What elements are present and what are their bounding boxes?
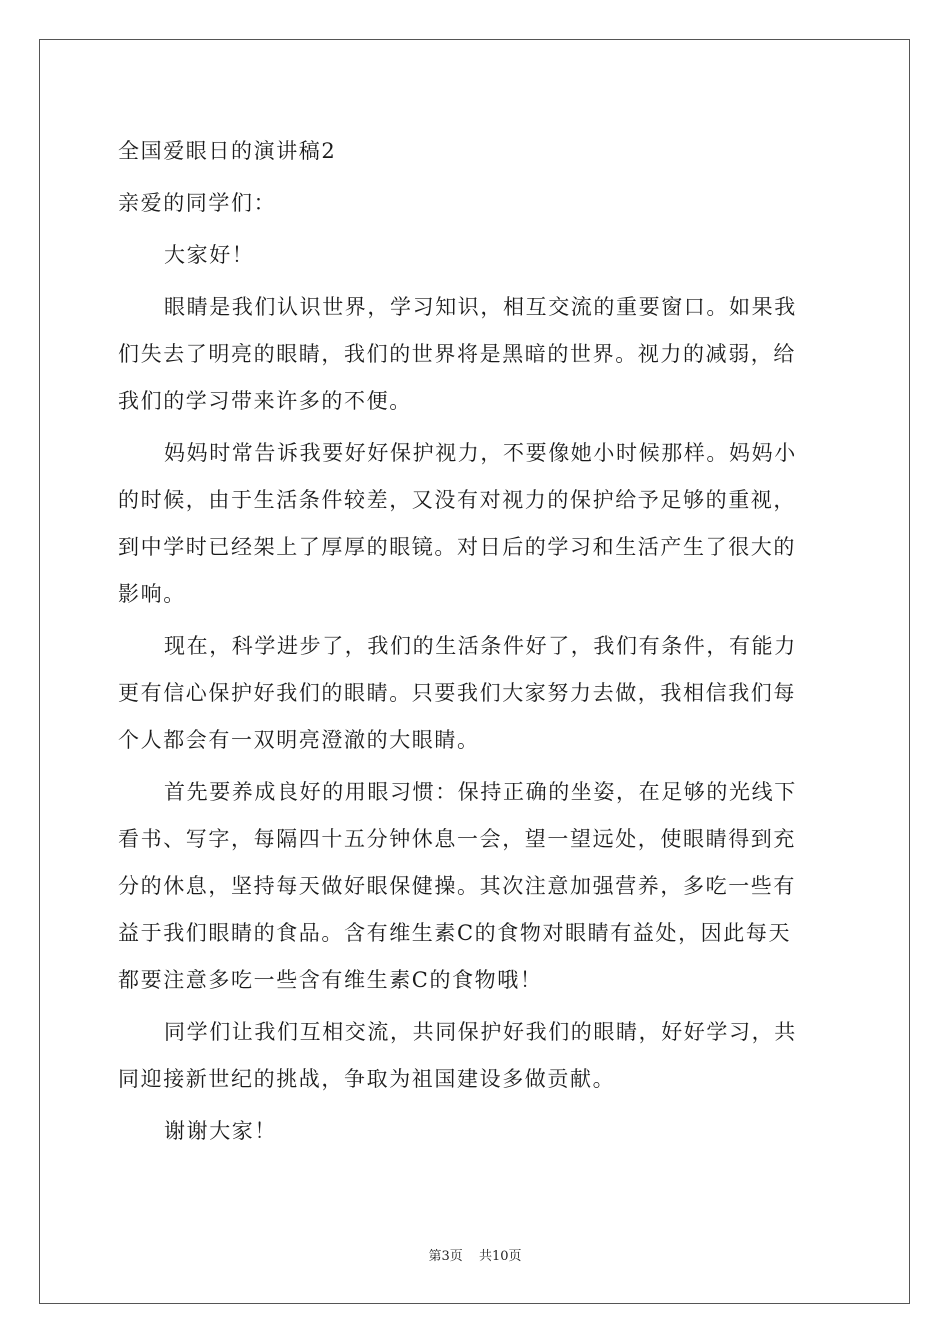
paragraph-line: 到中学时已经架上了厚厚的眼镜。对日后的学习和生活产生了很大的 (118, 535, 796, 559)
paragraph-mother-story (118, 430, 838, 618)
paragraph-call-to-action (118, 1009, 838, 1103)
paragraph-line: 同迎接新世纪的挑战，争取为祖国建设多做贡献。 (118, 1067, 616, 1091)
page-total: 共10页 (478, 1249, 522, 1264)
paragraph-line: 我们的学习带来许多的不便。 (118, 389, 412, 413)
paragraph-eye-habits (118, 769, 838, 1004)
paragraph-line: 们失去了明亮的眼睛，我们的世界将是黑暗的世界。视力的减弱，给 (118, 342, 796, 366)
paragraph-line: 谢谢大家！ (164, 1119, 277, 1143)
paragraph-closing (118, 1108, 838, 1155)
paragraph-line: 眼睛是我们认识世界，学习知识，相互交流的重要窗口。如果我 (164, 295, 797, 319)
page-footer (0, 1245, 950, 1264)
paragraph-line: 妈妈时常告诉我要好好保护视力，不要像她小时候那样。妈妈小 (164, 441, 797, 465)
paragraph-greeting (118, 232, 838, 279)
paragraph-line: 同学们让我们互相交流，共同保护好我们的眼睛，好好学习，共 (164, 1020, 797, 1044)
paragraph-line: 大家好！ (164, 243, 255, 267)
paragraph-progress (118, 623, 838, 764)
page-number: 第3页 (428, 1249, 463, 1264)
document-title: 全国爱眼日的演讲稿2 (118, 139, 337, 163)
paragraph-line: 的时候，由于生活条件较差，又没有对视力的保护给予足够的重视， (118, 488, 796, 512)
paragraph-line: 都要注意多吃一些含有维生素C的食物哦！ (118, 968, 543, 992)
paragraph-line: 影响。 (118, 582, 186, 606)
salutation: 亲爱的同学们： (118, 191, 277, 215)
document-body (118, 128, 838, 1155)
paragraph-line: 看书、写字，每隔四十五分钟休息一会，望一望远处，使眼睛得到充 (118, 827, 796, 851)
paragraph-line: 益于我们眼睛的食品。含有维生素C的食物对眼睛有益处，因此每天 (118, 921, 792, 945)
paragraph-line: 现在，科学进步了，我们的生活条件好了，我们有条件，有能力 (164, 634, 797, 658)
paragraph-line: 更有信心保护好我们的眼睛。只要我们大家努力去做，我相信我们每 (118, 681, 796, 705)
paragraph-line: 分的休息，坚持每天做好眼保健操。其次注意加强营养，多吃一些有 (118, 874, 796, 898)
paragraph-line: 个人都会有一双明亮澄澈的大眼睛。 (118, 728, 480, 752)
paragraph-line: 首先要养成良好的用眼习惯：保持正确的坐姿，在足够的光线下 (164, 780, 797, 804)
paragraph-eyes-importance (118, 284, 838, 425)
